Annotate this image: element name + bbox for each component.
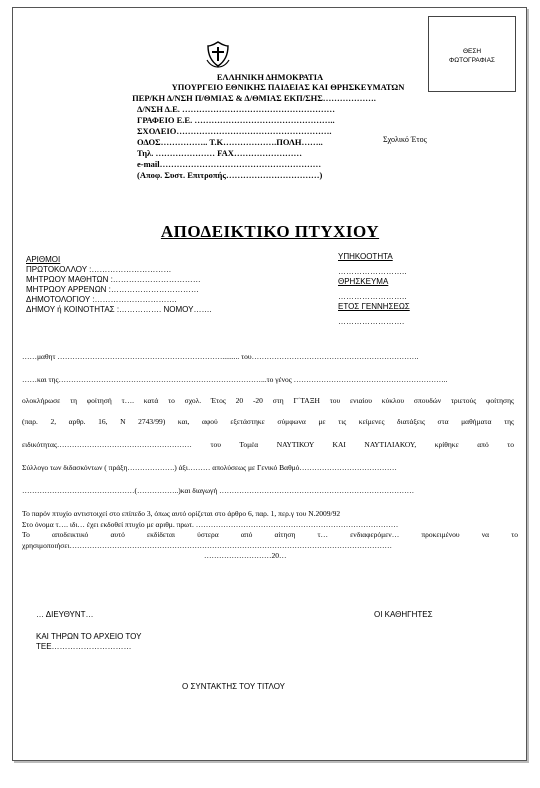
header-directorate: ΠΕΡ/ΚΗ Δ/ΝΣΗ Π/ΘΜΙΑΣ & Δ/ΘΜΙΑΣ ΕΚΠ/ΣΗΣ………………. bbox=[132, 93, 376, 103]
numbers-block bbox=[26, 255, 212, 315]
archive-keeper-line1: ΚΑΙ ΤΗΡΩΝ ΤΟ ΑΡΧΕΙΟ ΤΟΥ bbox=[36, 632, 142, 641]
numbers-row: ΠΡΩΤΟΚΟΛΛΟΥ :………………………… bbox=[26, 265, 172, 274]
birth-year-dots: ……………………. bbox=[338, 316, 405, 326]
director-signature: … ΔΙΕΥΘΥΝΤ… bbox=[36, 610, 94, 619]
citizenship-dots: …………………….. bbox=[338, 266, 407, 276]
right-fields bbox=[338, 252, 410, 327]
header-field-email: e-mail………………………………………………… bbox=[137, 159, 322, 169]
law-line-name: Στο όνομα τ…. ιδι… έχει εκδοθεί πτυχίο με αριθμ. πρωτ. ……………………………………………………………………… bbox=[22, 519, 399, 529]
law-line-date: ………………………20… bbox=[204, 551, 287, 560]
photo-box-line1: ΘΕΣΗ bbox=[462, 48, 482, 55]
header-ministry: ΥΠΟΥΡΓΕΙΟ ΕΘΝΙΚΗΣ ΠΑΙΔΕΙΑΣ ΚΑΙ ΘΡΗΣΚΕΥΜΑΤΩΝ bbox=[171, 82, 405, 92]
body-line-law: (παρ. 2, αρθρ. 16, Ν 2743/99) και, αφού εξετάστηκε σύμφωνα με τις κείμενες διατάξεις στα μαθήματα της bbox=[22, 417, 514, 426]
header-field-address: ΟΔΟΣ…………….. Τ.Κ……………….ΠΟΛΗ…….. bbox=[137, 137, 323, 147]
law-line-level: Το παρόν πτυχίο αντιστοιχεί στο επίπεδο 3, όπως αυτό ορίζεται στο άρθρο 6, παρ. 1, περ.γ του Ν.2009/92 bbox=[22, 509, 341, 518]
law-block bbox=[22, 509, 518, 562]
header-field-office: ΓΡΑΦΕΙΟ Ε.Ε. ………………………………………….. bbox=[137, 115, 335, 125]
header-field-dnsh: Δ/ΝΣΗ Δ.Ε. ……………………………………………… bbox=[137, 104, 336, 114]
law-line-issued: Το αποδεικτικό αυτό εκδίδεται ύστερα από αίτηση τ… ενδιαφερόμεν… προκειμένου να το bbox=[22, 530, 518, 539]
teachers-signature: ΟΙ ΚΑΘΗΓΗΤΕΣ bbox=[374, 610, 433, 619]
header-field-committee: (Αποφ. Συστ. Επιτροπής……………………………) bbox=[137, 170, 323, 180]
body-line-student: ……μαθητ …………………………………………………………......... του…………………………………………………………. bbox=[22, 352, 419, 361]
numbers-row: ΔΗΜΟΤΟΛΟΓΙΟΥ :…………………………. bbox=[26, 295, 177, 304]
document-title: ΑΠΟΔΕΙΚΤΙΚΟ ΠΤΥΧΙΟΥ bbox=[160, 222, 380, 241]
law-line-use: χρησιμοποιήσει………………………………………………………………………………………………………………… bbox=[22, 540, 393, 550]
school-year-label: Σχολικό Έτος bbox=[383, 135, 427, 144]
header-field-school: ΣΧΟΛΕΙΟ………………………………………………. bbox=[137, 126, 332, 136]
archive-keeper bbox=[36, 632, 141, 652]
citizenship-label: ΥΠΗΚΟΟΤΗΤΑ bbox=[338, 252, 393, 261]
header-republic: ΕΛΛΗΝΙΚΗ ΔΗΜΟΚΡΑΤΙΑ bbox=[216, 72, 324, 82]
numbers-row: ΜΗΤΡΩΟΥ ΑΡΡΕΝΩΝ :…………………………… bbox=[26, 285, 199, 294]
header-field-phone: Τηλ. ………………… FAX…………………… bbox=[137, 148, 302, 158]
header-fields bbox=[137, 104, 335, 181]
author-signature: Ο ΣΥΝΤΑΚΤΗΣ ΤΟΥ ΤΙΤΛΟΥ bbox=[182, 682, 286, 691]
coat-of-arms-emblem-icon bbox=[204, 40, 232, 68]
religion-label: ΘΡΗΣΚΕΥΜΑ bbox=[338, 277, 389, 286]
religion-dots: …………………….. bbox=[338, 291, 407, 301]
body-line-council: Σύλλογο των διδασκόντων ( πράξη……………….) άξι……… απολύσεως με Γενικό Βαθμό………………………………… bbox=[22, 463, 397, 472]
body-line-specialty: ειδικότητας……………………………………………… του Τομέα ΝΑΥΤΙΚΟΥ ΚΑΙ ΝΑΥΤΙΛΙΑΚΟΥ, κρίθηκε από το bbox=[22, 440, 514, 449]
body-line-attendance: ολοκλήρωσε τη φοίτησή τ…. κατά το σχολ. Έτος 20 -20 στη Γ΄ΤΑΞΗ του ενιαίου κύκλου σπουδών τριετούς φοίτησης bbox=[22, 396, 514, 405]
numbers-row: ΔΗΜΟΥ ή ΚΟΙΝΟΤΗΤΑΣ :……………. ΝΟΜΟΥ……. bbox=[26, 305, 212, 314]
body-line-mother: ……και της………………………………………………………………………...το γένος …………………………………………………….. bbox=[22, 375, 448, 384]
birth-year-label: ΕΤΟΣ ΓΕΝΝΗΣΕΩΣ bbox=[338, 302, 410, 311]
photo-box-line2: ΦΩΤΟΓΡΑΦΙΑΣ bbox=[449, 57, 495, 64]
body-line-grade: ………………………………………(……………..)και διαγωγή …………………………………………………………………… bbox=[22, 486, 415, 495]
numbers-row: ΜΗΤΡΩΟΥ ΜΑΘΗΤΩΝ :…………………………… bbox=[26, 275, 201, 284]
archive-keeper-line2: ΤΕΕ………………………… bbox=[36, 642, 132, 651]
numbers-heading: ΑΡΙΘΜΟΙ bbox=[26, 255, 61, 264]
